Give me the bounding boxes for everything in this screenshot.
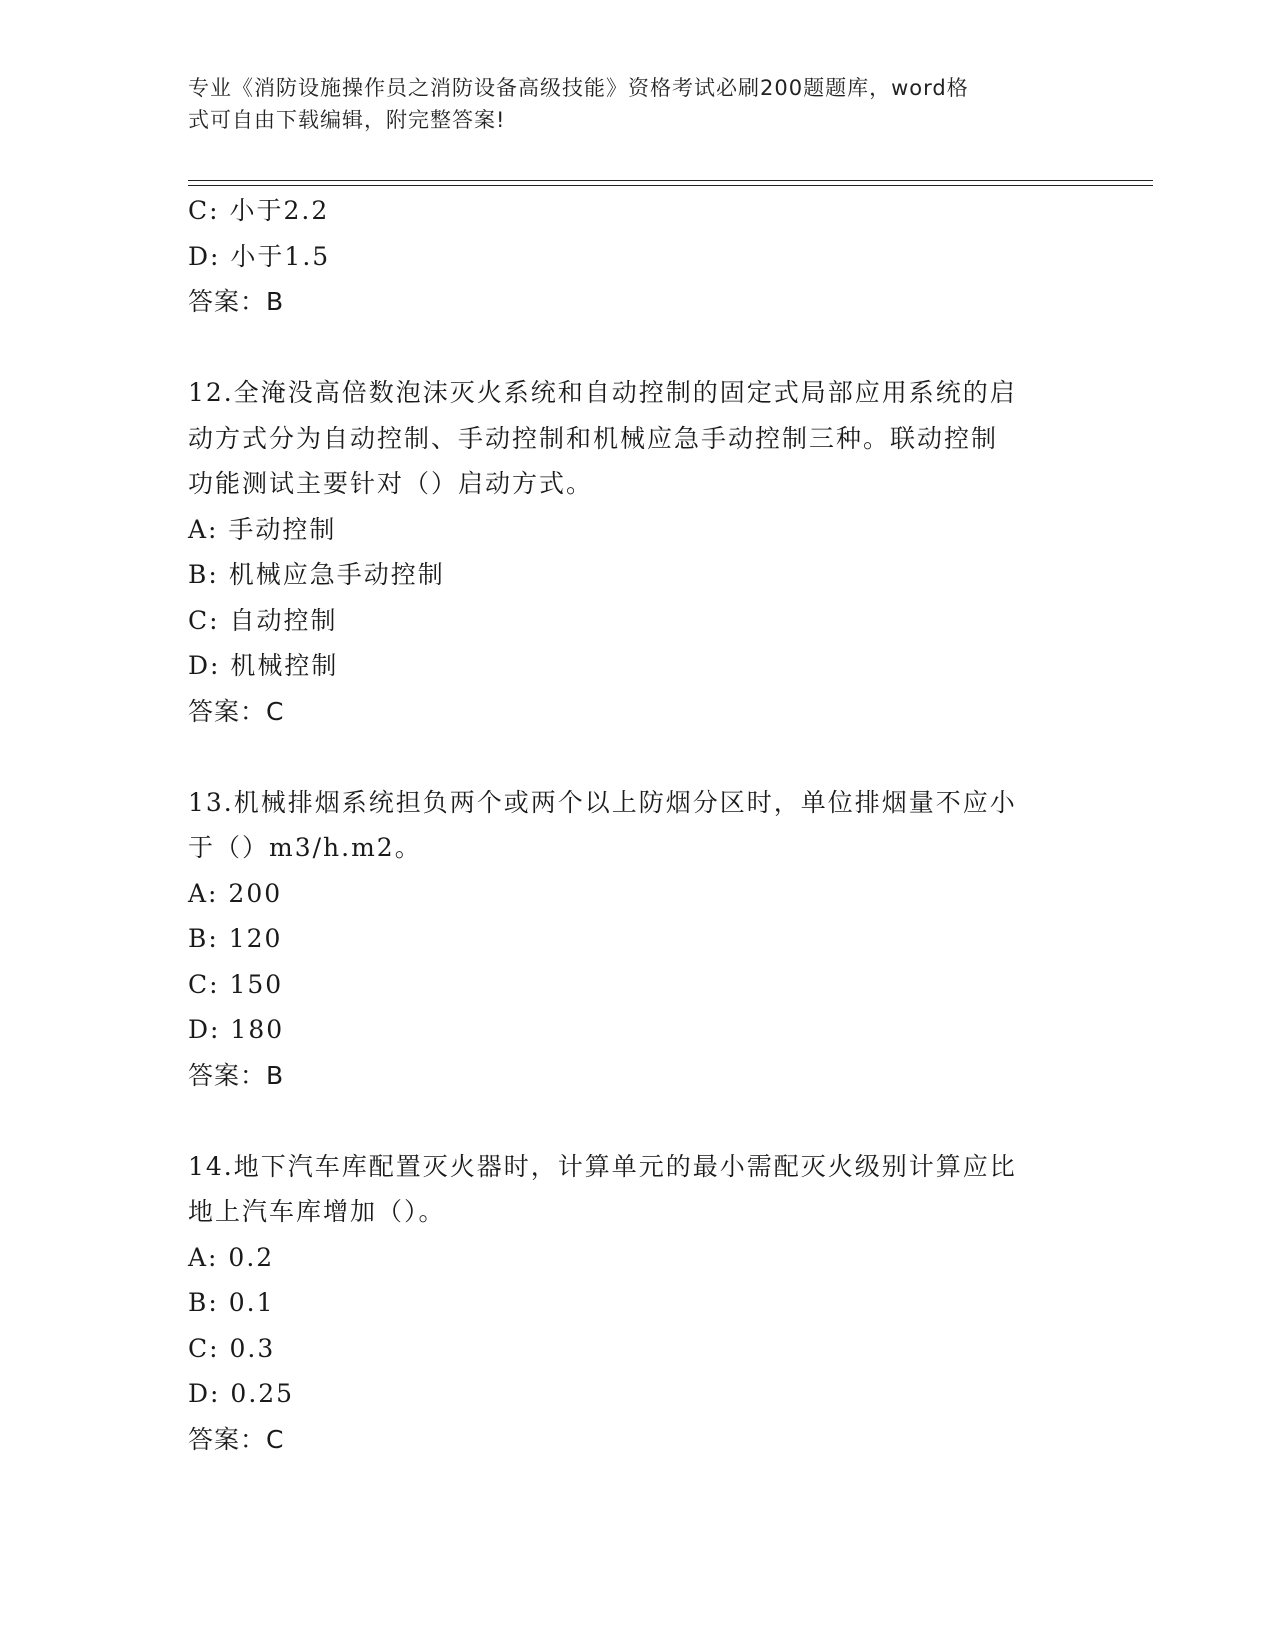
question-14 — [188, 1144, 1088, 1463]
option-c: C: 自动控制 — [188, 605, 338, 635]
header-title-line-1: 专业《消防设施操作员之消防设备高级技能》资格考试必刷200题题库，word格 — [188, 76, 969, 100]
answer-line: 答案：B — [188, 287, 285, 316]
header-rule-top — [188, 180, 1153, 181]
question-text-line: 于（）m3/h.m2。 — [188, 833, 422, 862]
option-d: D: 小于1.5 — [188, 241, 331, 271]
option-a: A: 200 — [188, 878, 283, 908]
option-d: D: 180 — [188, 1015, 285, 1044]
document-body — [188, 188, 1088, 1462]
spacer — [188, 734, 1088, 780]
question-13 — [188, 780, 1088, 1099]
option-b: B: 0.1 — [188, 1288, 275, 1317]
option-d: D: 机械控制 — [188, 651, 339, 680]
option-b: B: 机械应急手动控制 — [188, 560, 445, 589]
question-text-line: 13.机械排烟系统担负两个或两个以上防烟分区时，单位排烟量不应小 — [188, 787, 1017, 817]
question-text-line: 12.全淹没高倍数泡沫灭火系统和自动控制的固定式局部应用系统的启 — [188, 378, 1017, 407]
option-a: A: 手动控制 — [188, 514, 337, 544]
option-c: C: 小于2.2 — [188, 196, 330, 225]
option-c: C: 150 — [188, 969, 284, 999]
option-a: A: 0.2 — [188, 1242, 275, 1272]
answer-line: 答案：C — [188, 696, 285, 726]
question-text-line: 14.地下汽车库配置灭火器时，计算单元的最小需配灭火级别计算应比 — [188, 1151, 1017, 1181]
document-header — [188, 72, 1068, 136]
previous-question-tail — [188, 188, 1088, 325]
header-title-line-2: 式可自由下载编辑，附完整答案! — [188, 108, 506, 132]
header-rule-bottom — [188, 185, 1153, 186]
question-text-line: 动方式分为自动控制、手动控制和机械应急手动控制三种。联动控制 — [188, 423, 999, 453]
option-b: B: 120 — [188, 924, 283, 953]
spacer — [188, 1098, 1088, 1144]
question-12 — [188, 370, 1088, 734]
spacer — [188, 325, 1088, 371]
question-text-line: 功能测试主要针对（）启动方式。 — [188, 469, 594, 498]
option-d: D: 0.25 — [188, 1379, 295, 1408]
answer-line: 答案：C — [188, 1424, 285, 1454]
question-text-line: 地上汽车库增加（）。 — [188, 1197, 446, 1226]
option-c: C: 0.3 — [188, 1333, 276, 1363]
answer-line: 答案：B — [188, 1060, 285, 1090]
